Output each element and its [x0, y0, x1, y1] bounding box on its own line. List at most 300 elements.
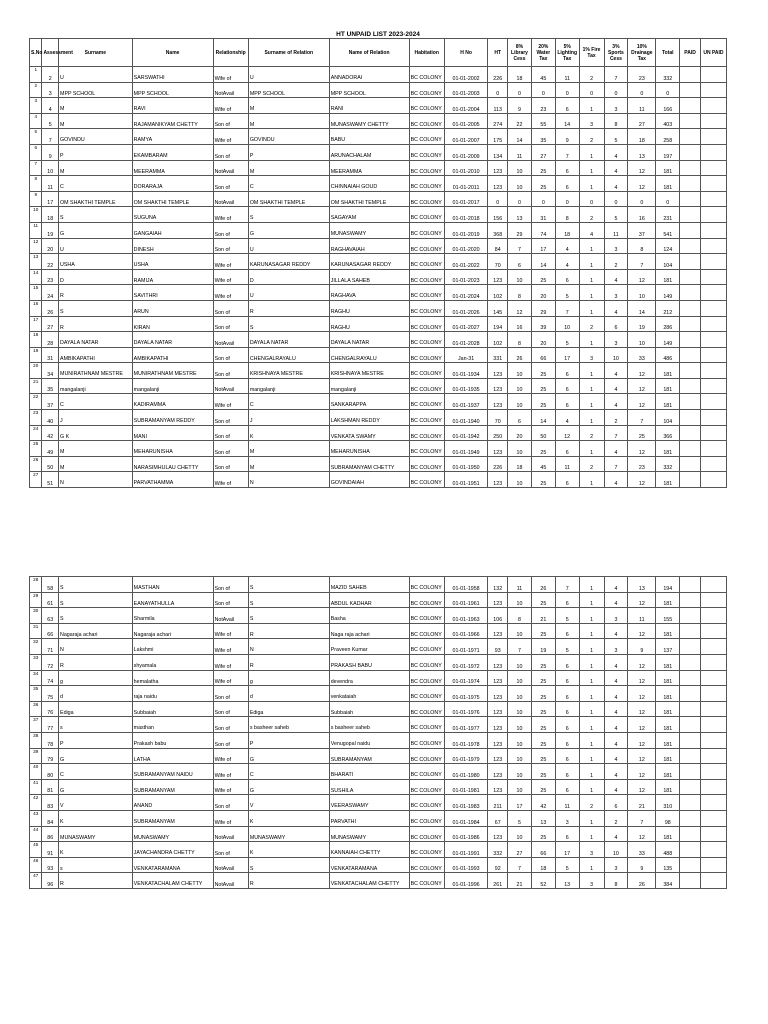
table-cell: 21: [30, 378, 42, 394]
table-cell: 7: [628, 810, 656, 826]
table-cell: [700, 608, 726, 624]
table-row: [30, 222, 727, 238]
table-cell: [680, 623, 701, 639]
table-cell: P: [59, 144, 133, 160]
table-cell: Wife of: [213, 394, 248, 410]
table-row: [30, 701, 727, 717]
table-cell: 155: [656, 608, 680, 624]
table-cell: [680, 176, 701, 192]
table-cell: [680, 764, 701, 780]
table-cell: U: [248, 285, 329, 301]
table-cell: 25: [531, 701, 555, 717]
table-cell: 01-01-2004: [444, 98, 488, 114]
table-cell: RAMYA: [132, 129, 213, 145]
table-cell: 8: [604, 113, 628, 129]
table-cell: 4: [42, 98, 59, 114]
table-cell: Son of: [213, 717, 248, 733]
table-cell: 2: [579, 67, 604, 83]
table-cell: [700, 160, 726, 176]
table-cell: 366: [656, 425, 680, 441]
table-cell: MUNASWAMY: [329, 222, 409, 238]
table-cell: [680, 144, 701, 160]
table-cell: 6: [555, 592, 579, 608]
table-row: [30, 686, 727, 702]
table-cell: SAVITHRI: [132, 285, 213, 301]
table-cell: 12: [628, 378, 656, 394]
table-cell: 12: [628, 441, 656, 457]
table-row: [30, 347, 727, 363]
table-cell: 310: [656, 795, 680, 811]
table-cell: 25: [531, 748, 555, 764]
table-cell: SUBRAMANYAM: [132, 779, 213, 795]
table-cell: 331: [488, 347, 508, 363]
table-cell: 12: [628, 160, 656, 176]
table-cell: 7: [30, 160, 42, 176]
table-cell: 25: [531, 654, 555, 670]
table-cell: BC COLONY: [409, 810, 444, 826]
table-cell: 26: [508, 347, 532, 363]
table-cell: S: [248, 207, 329, 223]
table-cell: [680, 67, 701, 83]
table-cell: 25: [531, 764, 555, 780]
table-cell: BC COLONY: [409, 129, 444, 145]
table-cell: 29: [508, 222, 532, 238]
table-cell: PRAKASH BABU: [329, 654, 409, 670]
table-cell: [700, 191, 726, 207]
table-cell: 1: [579, 176, 604, 192]
table-cell: BC COLONY: [409, 826, 444, 842]
table-cell: [700, 113, 726, 129]
table-cell: 26: [531, 577, 555, 593]
table-cell: 23: [30, 410, 42, 426]
table-cell: 181: [656, 176, 680, 192]
table-cell: 75: [42, 686, 59, 702]
table-cell: 70: [488, 410, 508, 426]
table-row: [30, 842, 727, 858]
table-cell: 6: [30, 144, 42, 160]
table-row: [30, 191, 727, 207]
table-cell: 1: [30, 67, 42, 83]
table-cell: [700, 701, 726, 717]
table-cell: 23: [628, 67, 656, 83]
table-cell: 11: [555, 795, 579, 811]
table-cell: 1: [579, 701, 604, 717]
table-cell: [680, 222, 701, 238]
table-cell: NotAvail: [213, 608, 248, 624]
table-cell: 10: [628, 285, 656, 301]
table-cell: 01-01-1937: [444, 394, 488, 410]
table-cell: 4: [604, 670, 628, 686]
table-cell: 22: [508, 113, 532, 129]
table-cell: 181: [656, 686, 680, 702]
table-cell: M: [248, 441, 329, 457]
table-cell: MUNASWAMY: [248, 826, 329, 842]
table-cell: G: [59, 779, 133, 795]
table-cell: 50: [42, 456, 59, 472]
table-cell: BC COLONY: [409, 207, 444, 223]
table-cell: 01-01-1980: [444, 764, 488, 780]
table-cell: shyamala: [132, 654, 213, 670]
column-header: 8% Library Cess: [508, 39, 532, 67]
table-cell: 102: [488, 332, 508, 348]
table-cell: 66: [42, 623, 59, 639]
table-cell: 181: [656, 748, 680, 764]
table-cell: [700, 67, 726, 83]
table-cell: mangalanji: [132, 378, 213, 394]
table-cell: 67: [488, 810, 508, 826]
table-cell: 541: [656, 222, 680, 238]
table-cell: 2: [30, 82, 42, 98]
table-cell: BC COLONY: [409, 639, 444, 655]
page-title: HT UNPAID LIST 2023-2024: [336, 31, 420, 38]
table-cell: 194: [488, 316, 508, 332]
table-cell: JAYACHANDRA CHETTY: [132, 842, 213, 858]
table-cell: 50: [531, 425, 555, 441]
table-cell: 4: [604, 176, 628, 192]
table-cell: 7: [604, 425, 628, 441]
table-cell: 01-01-2024: [444, 285, 488, 301]
table-cell: Lakshmi: [132, 639, 213, 655]
table-cell: C: [248, 394, 329, 410]
table-cell: [700, 472, 726, 488]
table-cell: 4: [604, 779, 628, 795]
table-cell: BC COLONY: [409, 82, 444, 98]
table-row: [30, 238, 727, 254]
table-cell: K: [248, 425, 329, 441]
table-cell: S: [248, 857, 329, 873]
table-cell: Wife of: [213, 67, 248, 83]
table-cell: 10: [508, 764, 532, 780]
table-cell: 2: [579, 456, 604, 472]
table-cell: 3: [604, 857, 628, 873]
table-cell: 4: [555, 238, 579, 254]
table-cell: [680, 472, 701, 488]
table-cell: Son of: [213, 363, 248, 379]
table-cell: 01-01-2028: [444, 332, 488, 348]
table-cell: mangalanji: [248, 378, 329, 394]
table-cell: 113: [488, 98, 508, 114]
table-cell: 5: [508, 810, 532, 826]
table-cell: D: [248, 269, 329, 285]
table-cell: BABU: [329, 129, 409, 145]
table-cell: 31: [42, 347, 59, 363]
table-cell: 123: [488, 378, 508, 394]
table-cell: C: [59, 764, 133, 780]
table-cell: 6: [555, 623, 579, 639]
table-row: [30, 82, 727, 98]
table-cell: NotAvail: [213, 332, 248, 348]
table-cell: 1: [579, 810, 604, 826]
table-cell: [680, 717, 701, 733]
table-cell: 4: [604, 826, 628, 842]
table-cell: Wife of: [213, 764, 248, 780]
table-cell: 4: [604, 577, 628, 593]
table-cell: G: [248, 748, 329, 764]
table-cell: 135: [656, 857, 680, 873]
table-cell: 25: [531, 394, 555, 410]
table-cell: LATHA: [132, 748, 213, 764]
table-cell: 18: [628, 129, 656, 145]
table-cell: 28: [42, 332, 59, 348]
table-cell: BC COLONY: [409, 254, 444, 270]
table-cell: 6: [555, 779, 579, 795]
table-cell: 0: [555, 82, 579, 98]
table-cell: [680, 207, 701, 223]
table-cell: 156: [488, 207, 508, 223]
table-cell: 3: [555, 810, 579, 826]
table-cell: KANNAIAH CHETTY: [329, 842, 409, 858]
table-cell: mangalanji: [59, 378, 133, 394]
table-cell: 2: [579, 425, 604, 441]
table-cell: 181: [656, 592, 680, 608]
table-cell: 4: [30, 113, 42, 129]
table-cell: [700, 176, 726, 192]
table-cell: 123: [488, 717, 508, 733]
table-cell: Wife of: [213, 623, 248, 639]
table-cell: 01-01-1961: [444, 592, 488, 608]
table-cell: 1: [579, 160, 604, 176]
table-cell: S: [248, 577, 329, 593]
table-cell: MPP SCHOOL: [329, 82, 409, 98]
table-cell: 43: [30, 810, 42, 826]
table-cell: [700, 269, 726, 285]
table-cell: 0: [508, 191, 532, 207]
table-cell: 6: [555, 160, 579, 176]
table-cell: NotAvail: [213, 857, 248, 873]
table-cell: 7: [555, 300, 579, 316]
table-cell: Wife of: [213, 810, 248, 826]
table-cell: 26: [30, 456, 42, 472]
table-cell: 9: [42, 144, 59, 160]
table-row: [30, 144, 727, 160]
table-cell: 32: [30, 639, 42, 655]
table-cell: 5: [555, 285, 579, 301]
table-cell: 123: [488, 592, 508, 608]
table-cell: [680, 857, 701, 873]
table-cell: 45: [30, 842, 42, 858]
column-header: 1% Fire Tax: [579, 39, 604, 67]
table-cell: 0: [488, 191, 508, 207]
table-cell: 12: [628, 670, 656, 686]
table-cell: 5: [555, 608, 579, 624]
table-cell: Son of: [213, 176, 248, 192]
table-cell: 6: [508, 254, 532, 270]
table-cell: 10: [508, 623, 532, 639]
table-cell: 4: [604, 378, 628, 394]
table-cell: 5: [604, 207, 628, 223]
table-cell: 181: [656, 160, 680, 176]
table-cell: 8: [628, 238, 656, 254]
table-cell: [680, 842, 701, 858]
table-cell: 3: [579, 347, 604, 363]
table-cell: 181: [656, 670, 680, 686]
table-cell: 01-01-1972: [444, 654, 488, 670]
table-cell: 6: [604, 316, 628, 332]
table-cell: [680, 592, 701, 608]
table-cell: 175: [488, 129, 508, 145]
table-cell: RAGHU: [329, 300, 409, 316]
table-cell: Praveen Kumar: [329, 639, 409, 655]
table-cell: 13: [508, 207, 532, 223]
table-cell: 12: [628, 732, 656, 748]
table-cell: [700, 577, 726, 593]
table-cell: 4: [604, 363, 628, 379]
column-header: Habitation: [409, 39, 444, 67]
table-cell: 1: [579, 254, 604, 270]
table-cell: 26: [42, 300, 59, 316]
table-cell: 7: [604, 67, 628, 83]
table-cell: 25: [531, 363, 555, 379]
table-row: [30, 748, 727, 764]
table-cell: [680, 394, 701, 410]
table-cell: BC COLONY: [409, 748, 444, 764]
table-cell: 7: [555, 144, 579, 160]
table-cell: BC COLONY: [409, 98, 444, 114]
table-cell: [680, 686, 701, 702]
table-cell: 25: [531, 441, 555, 457]
table-cell: 6: [555, 363, 579, 379]
table-cell: C: [248, 176, 329, 192]
table-cell: ANAND: [132, 795, 213, 811]
table-cell: 181: [656, 779, 680, 795]
table-cell: N: [248, 472, 329, 488]
table-cell: 0: [628, 82, 656, 98]
table-cell: [700, 316, 726, 332]
table-cell: Prakash babu: [132, 732, 213, 748]
table-cell: 12: [628, 717, 656, 733]
table-cell: 6: [555, 826, 579, 842]
table-cell: 1: [579, 363, 604, 379]
table-cell: R: [59, 285, 133, 301]
table-cell: R: [59, 654, 133, 670]
table-row: [30, 176, 727, 192]
table-cell: 91: [42, 842, 59, 858]
table-cell: 4: [604, 748, 628, 764]
table-cell: VENKATACHALAM CHETTY: [329, 873, 409, 889]
table-cell: NotAvail: [213, 826, 248, 842]
table-cell: 6: [555, 394, 579, 410]
table-cell: 12: [628, 748, 656, 764]
table-cell: 4: [555, 254, 579, 270]
table-row: [30, 378, 727, 394]
table-cell: 1: [579, 332, 604, 348]
table-cell: [700, 410, 726, 426]
table-cell: 31: [30, 623, 42, 639]
table-cell: s: [59, 717, 133, 733]
table-cell: 01-01-2002: [444, 67, 488, 83]
table-cell: [680, 300, 701, 316]
table-cell: 18: [555, 222, 579, 238]
table-cell: [700, 254, 726, 270]
table-cell: 332: [656, 456, 680, 472]
table-cell: 24: [42, 285, 59, 301]
table-cell: BC COLONY: [409, 577, 444, 593]
table-cell: EANAYATHULLA: [132, 592, 213, 608]
table-cell: 66: [531, 842, 555, 858]
table-cell: 2: [604, 410, 628, 426]
table-cell: BC COLONY: [409, 191, 444, 207]
table-cell: 93: [488, 639, 508, 655]
table-cell: J: [248, 410, 329, 426]
table-cell: BC COLONY: [409, 686, 444, 702]
table-cell: 197: [656, 144, 680, 160]
table-cell: 10: [508, 686, 532, 702]
table-cell: 488: [656, 842, 680, 858]
table-cell: [700, 810, 726, 826]
table-cell: 37: [42, 394, 59, 410]
table-cell: 40: [42, 410, 59, 426]
table-cell: 181: [656, 654, 680, 670]
table-cell: Son of: [213, 238, 248, 254]
table-cell: M: [248, 456, 329, 472]
table-cell: 33: [628, 842, 656, 858]
table-cell: [680, 701, 701, 717]
table-cell: 10: [508, 269, 532, 285]
table-cell: 01-01-1949: [444, 441, 488, 457]
table-cell: 9: [628, 857, 656, 873]
table-cell: [700, 764, 726, 780]
header-row: [30, 39, 727, 67]
table-cell: [680, 129, 701, 145]
table-cell: 17: [555, 842, 579, 858]
table-cell: 01-01-2007: [444, 129, 488, 145]
table-cell: USHA: [132, 254, 213, 270]
table-cell: S: [59, 207, 133, 223]
table-cell: 6: [555, 98, 579, 114]
table-row: [30, 98, 727, 114]
table-cell: 71: [42, 639, 59, 655]
column-header: Name: [132, 39, 213, 67]
table-cell: 123: [488, 779, 508, 795]
table-cell: KIRAN: [132, 316, 213, 332]
table-cell: d: [59, 686, 133, 702]
table-cell: Naga raja achari: [329, 623, 409, 639]
table-cell: Son of: [213, 410, 248, 426]
table-cell: Son of: [213, 592, 248, 608]
table-cell: [700, 717, 726, 733]
table-cell: 01-01-1963: [444, 608, 488, 624]
table-cell: Ediga: [248, 701, 329, 717]
table-cell: K: [248, 842, 329, 858]
table-cell: 9: [508, 98, 532, 114]
table-cell: G: [248, 779, 329, 795]
table-cell: 51: [42, 472, 59, 488]
table-cell: EKAMBARAM: [132, 144, 213, 160]
table-cell: 10: [508, 394, 532, 410]
table-cell: masthan: [132, 717, 213, 733]
table-cell: 10: [508, 748, 532, 764]
table-cell: 123: [488, 764, 508, 780]
table-cell: 16: [508, 316, 532, 332]
table-cell: M: [59, 456, 133, 472]
table-cell: [700, 285, 726, 301]
table-cell: 10: [508, 472, 532, 488]
table-cell: 19: [30, 347, 42, 363]
table-cell: 42: [30, 795, 42, 811]
table-cell: 332: [656, 67, 680, 83]
table-row: [30, 269, 727, 285]
table-cell: 123: [488, 623, 508, 639]
table-cell: 72: [42, 654, 59, 670]
table-row: [30, 67, 727, 83]
table-cell: 274: [488, 113, 508, 129]
table-cell: 4: [604, 144, 628, 160]
table-cell: 10: [508, 176, 532, 192]
table-cell: 28: [30, 577, 42, 593]
table-cell: ABDUL KADHAR: [329, 592, 409, 608]
table-cell: [680, 425, 701, 441]
table-cell: 10: [508, 654, 532, 670]
